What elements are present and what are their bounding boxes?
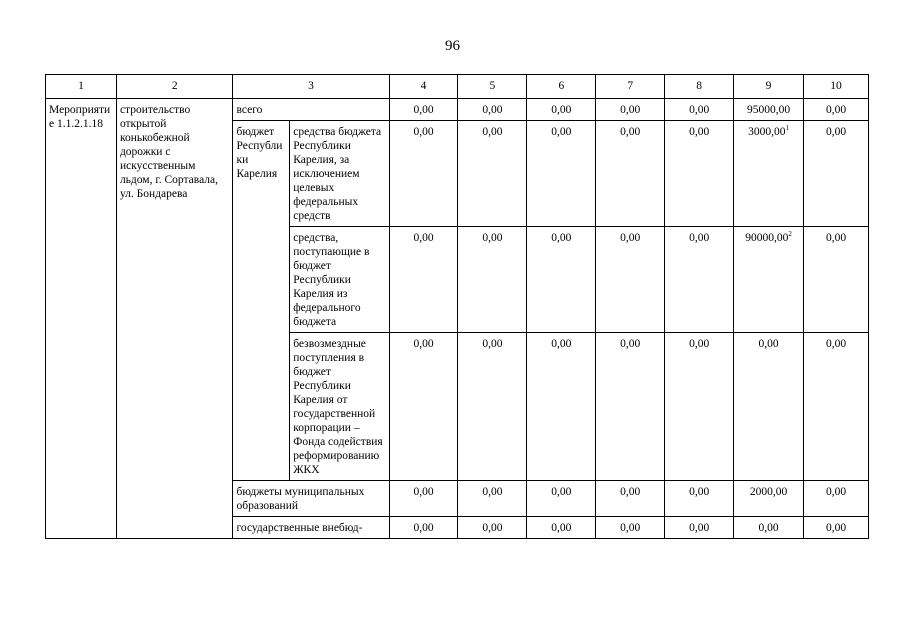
header-col-2: 2: [116, 75, 233, 99]
header-col-8: 8: [665, 75, 734, 99]
cell-rep-fund-7: 0,00: [596, 333, 665, 481]
row-label-republic-fund: безвозмездные поступления в бюджет Республики Карелия от государственной корпорации – Фонда содействия реформированию ЖКХ: [290, 333, 389, 481]
cell-off-7: 0,00: [596, 517, 665, 539]
measure-code-text: Мероприятие 1.1.2.1.18: [49, 104, 111, 130]
measure-name: [116, 99, 233, 539]
cell-off-4: 0,00: [389, 517, 458, 539]
header-col-1: 1: [46, 75, 117, 99]
cell-total-8: 0,00: [665, 99, 734, 121]
cell-off-9: 0,00: [734, 517, 804, 539]
cell-rep-fund-5: 0,00: [458, 333, 527, 481]
row-label-municipal: бюджеты муниципальных образований: [233, 481, 389, 517]
cell-total-6: 0,00: [527, 99, 596, 121]
header-col-3: 3: [233, 75, 389, 99]
cell-rep-fed-6: 0,00: [527, 227, 596, 333]
cell-rep-fund-4: 0,00: [389, 333, 458, 481]
cell-rep-fund-8: 0,00: [665, 333, 734, 481]
budget-table: [45, 74, 869, 539]
cell-total-9: 95000,00: [734, 99, 804, 121]
cell-rep-own-10: 0,00: [804, 121, 869, 227]
cell-mun-5: 0,00: [458, 481, 527, 517]
header-col-9: 9: [734, 75, 804, 99]
footnote-1: 1: [785, 124, 789, 133]
cell-total-4: 0,00: [389, 99, 458, 121]
cell-off-5: 0,00: [458, 517, 527, 539]
measure-code: [46, 99, 117, 539]
cell-rep-own-9-value: 3000,00: [748, 126, 786, 138]
cell-mun-9: 2000,00: [734, 481, 804, 517]
header-row: [46, 75, 869, 99]
cell-rep-own-5: 0,00: [458, 121, 527, 227]
row-label-total: всего: [233, 99, 389, 121]
cell-off-8: 0,00: [665, 517, 734, 539]
header-col-10: 10: [804, 75, 869, 99]
cell-rep-fed-9-value: 90000,00: [745, 232, 789, 244]
row-label-republic-federal: средства, поступающие в бюджет Республики Карелия из федерального бюджета: [290, 227, 389, 333]
cell-rep-fed-5: 0,00: [458, 227, 527, 333]
cell-rep-own-8: 0,00: [665, 121, 734, 227]
cell-rep-fed-8: 0,00: [665, 227, 734, 333]
cell-total-5: 0,00: [458, 99, 527, 121]
cell-mun-8: 0,00: [665, 481, 734, 517]
cell-off-10: 0,00: [804, 517, 869, 539]
page-number: 96: [445, 38, 460, 54]
cell-rep-fed-9: [734, 227, 804, 333]
row-label-republic-own: средства бюджета Республики Карелия, за исключением целевых федеральных средств: [290, 121, 389, 227]
cell-total-7: 0,00: [596, 99, 665, 121]
table-row-total: [46, 99, 869, 121]
measure-name-text: строительство открытой конькобежной дорожки с искусственным льдом, г. Сортавала, ул. Бондарева: [119, 104, 218, 200]
cell-mun-10: 0,00: [804, 481, 869, 517]
cell-rep-own-4: 0,00: [389, 121, 458, 227]
cell-total-10: 0,00: [804, 99, 869, 121]
footnote-2: 2: [788, 230, 792, 239]
row-label-state-offbudget: государственные внебюд-: [233, 517, 389, 539]
cell-rep-own-9: [734, 121, 804, 227]
cell-rep-fund-6: 0,00: [527, 333, 596, 481]
header-col-5: 5: [458, 75, 527, 99]
cell-rep-fed-4: 0,00: [389, 227, 458, 333]
cell-mun-6: 0,00: [527, 481, 596, 517]
header-col-4: 4: [389, 75, 458, 99]
header-col-6: 6: [527, 75, 596, 99]
cell-rep-fund-9: 0,00: [734, 333, 804, 481]
cell-mun-4: 0,00: [389, 481, 458, 517]
cell-off-6: 0,00: [527, 517, 596, 539]
cell-rep-own-6: 0,00: [527, 121, 596, 227]
header-col-7: 7: [596, 75, 665, 99]
cell-rep-fed-10: 0,00: [804, 227, 869, 333]
cell-mun-7: 0,00: [596, 481, 665, 517]
cell-rep-fed-7: 0,00: [596, 227, 665, 333]
cell-rep-fund-10: 0,00: [804, 333, 869, 481]
cell-rep-own-7: 0,00: [596, 121, 665, 227]
row-label-republic-budget: бюджет Республики Карелия: [233, 121, 290, 481]
